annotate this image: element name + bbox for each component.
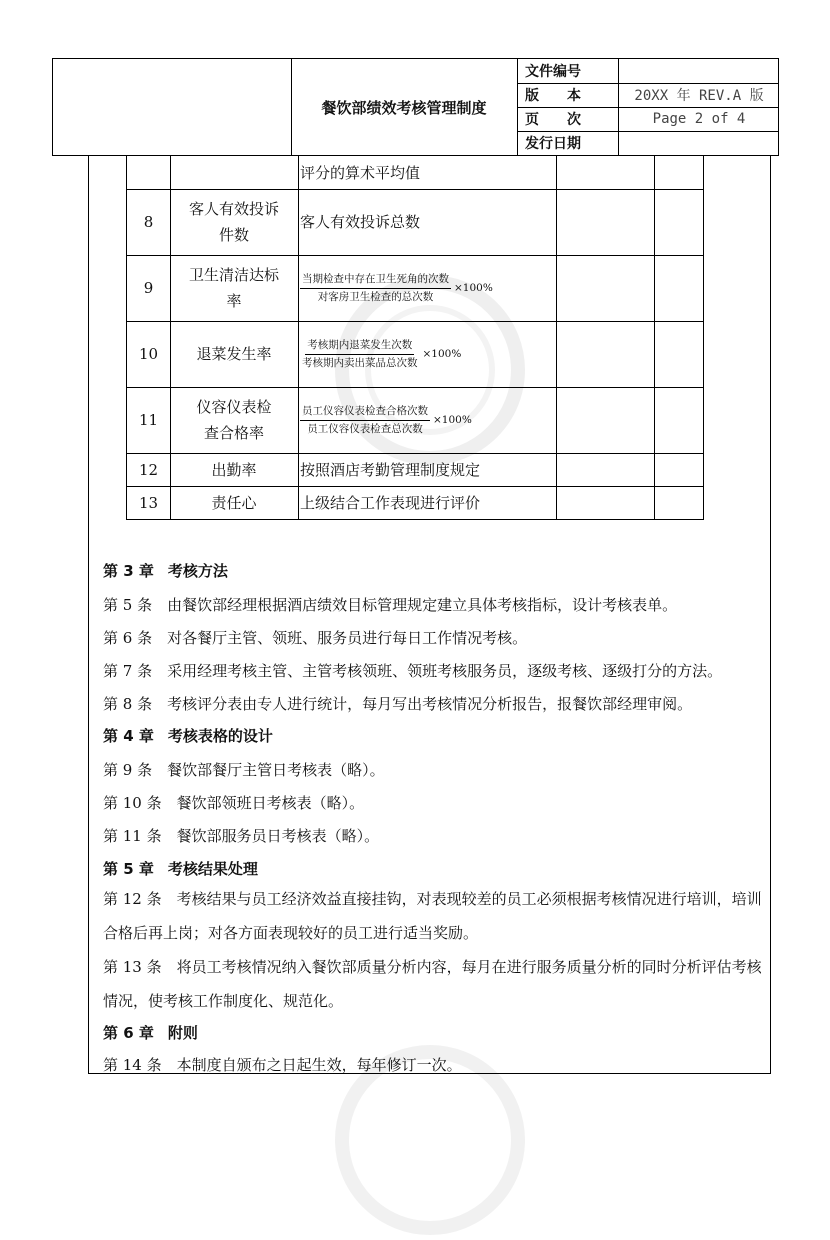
formula-multiplier: ×100% [454,281,493,294]
formula-cell [298,255,558,321]
table-row-name: 责任心 [211,493,257,512]
page-label: 页 次 [525,112,581,128]
formula-denominator: 对客房卫生检查的总次数 [317,290,434,303]
article-5: 第 5 条 由餐饮部经理根据酒店绩效目标管理规定建立具体考核指标，设计考核表单。 [103,596,678,614]
table-row-no: 10 [138,345,159,363]
article-13: 第 13 条 将员工考核情况纳入餐饮部质量分析内容，每月在进行服务质量分析的同时分析评估考核情况，使考核工作制度化、规范化。 [103,958,762,1010]
issue-date-value [619,131,779,155]
kpi-table [126,156,704,520]
table-row-name: 卫生清洁达标率 [188,266,279,310]
table-row-name: 客人有效投诉件数 [188,200,279,244]
formula-denominator: 员工仪容仪表检查总次数 [307,422,423,435]
table-row-no: 12 [138,460,159,479]
article-8: 第 8 条 考核评分表由专人进行统计，每月写出考核情况分析报告，报餐饮部经理审阅。 [103,695,693,713]
article-12: 第 12 条 考核结果与员工经济效益直接挂钩，对表现较差的员工必须根据考核情况进行培训，培训合格后再上岗；对各方面表现较好的员工进行适当奖励。 [103,890,762,942]
formula-multiplier: ×100% [433,413,472,426]
formula-cell [298,321,558,387]
formula-multiplier: ×100% [422,347,462,360]
table-row-name: 出勤率 [211,460,257,479]
issue-date-label: 发行日期 [525,136,581,152]
table-row-desc: 按照酒店考勤管理制度规定 [300,460,481,479]
formula-denominator: 考核期内卖出菜品总次数 [302,356,418,369]
file-number-value [619,59,779,83]
chapter-heading: 第 4 章 考核表格的设计 [103,727,273,745]
table-row-desc: 上级结合工作表现进行评价 [300,493,481,512]
article-10: 第 10 条 餐饮部领班日考核表（略）。 [103,794,365,812]
table-row-name: 仪容仪表检查合格率 [196,398,272,442]
chapter-heading: 第 3 章 考核方法 [103,562,228,580]
article-6: 第 6 条 对各餐厅主管、领班、服务员进行每日工作情况考核。 [103,629,528,647]
formula [300,339,461,370]
file-number-label: 文件编号 [525,64,581,80]
article-14: 第 14 条 本制度自颁布之日起生效，每年修订一次。 [103,1056,462,1074]
chapter-heading: 第 6 章 附则 [103,1024,198,1042]
formula [300,405,472,436]
formula [300,273,493,304]
version-value: 20XX 年 REV.A 版 [634,88,764,104]
formula-numerator: 当期检查中存在卫生死角的次数 [300,273,451,289]
table-row-no: 11 [138,411,159,429]
table-row-no: 13 [138,493,159,512]
article-9: 第 9 条 餐饮部餐厅主管日考核表（略）。 [103,761,385,779]
article-7: 第 7 条 采用经理考核主管、主管考核领班、领班考核服务员，逐级考核、逐级打分的方法。 [103,662,723,680]
table-row-cont-desc: 评分的算术平均值 [300,163,421,182]
formula-cell [298,387,558,453]
formula-numerator: 考核期内退菜发生次数 [305,339,414,355]
table-row-name: 退菜发生率 [196,345,272,363]
article-11: 第 11 条 餐饮部服务员日考核表（略）。 [103,827,380,845]
page-value: Page 2 of 4 [652,111,746,127]
table-row-no: 8 [143,213,154,231]
table-row-no: 9 [143,279,154,297]
chapter-heading: 第 5 章 考核结果处理 [103,860,258,878]
table-row-desc: 客人有效投诉总数 [300,213,421,231]
formula-numerator: 员工仪容仪表检查合格次数 [300,405,430,421]
version-label: 版 本 [525,88,581,104]
document-header [52,58,779,156]
document-title: 餐饮部绩效考核管理制度 [321,98,487,117]
